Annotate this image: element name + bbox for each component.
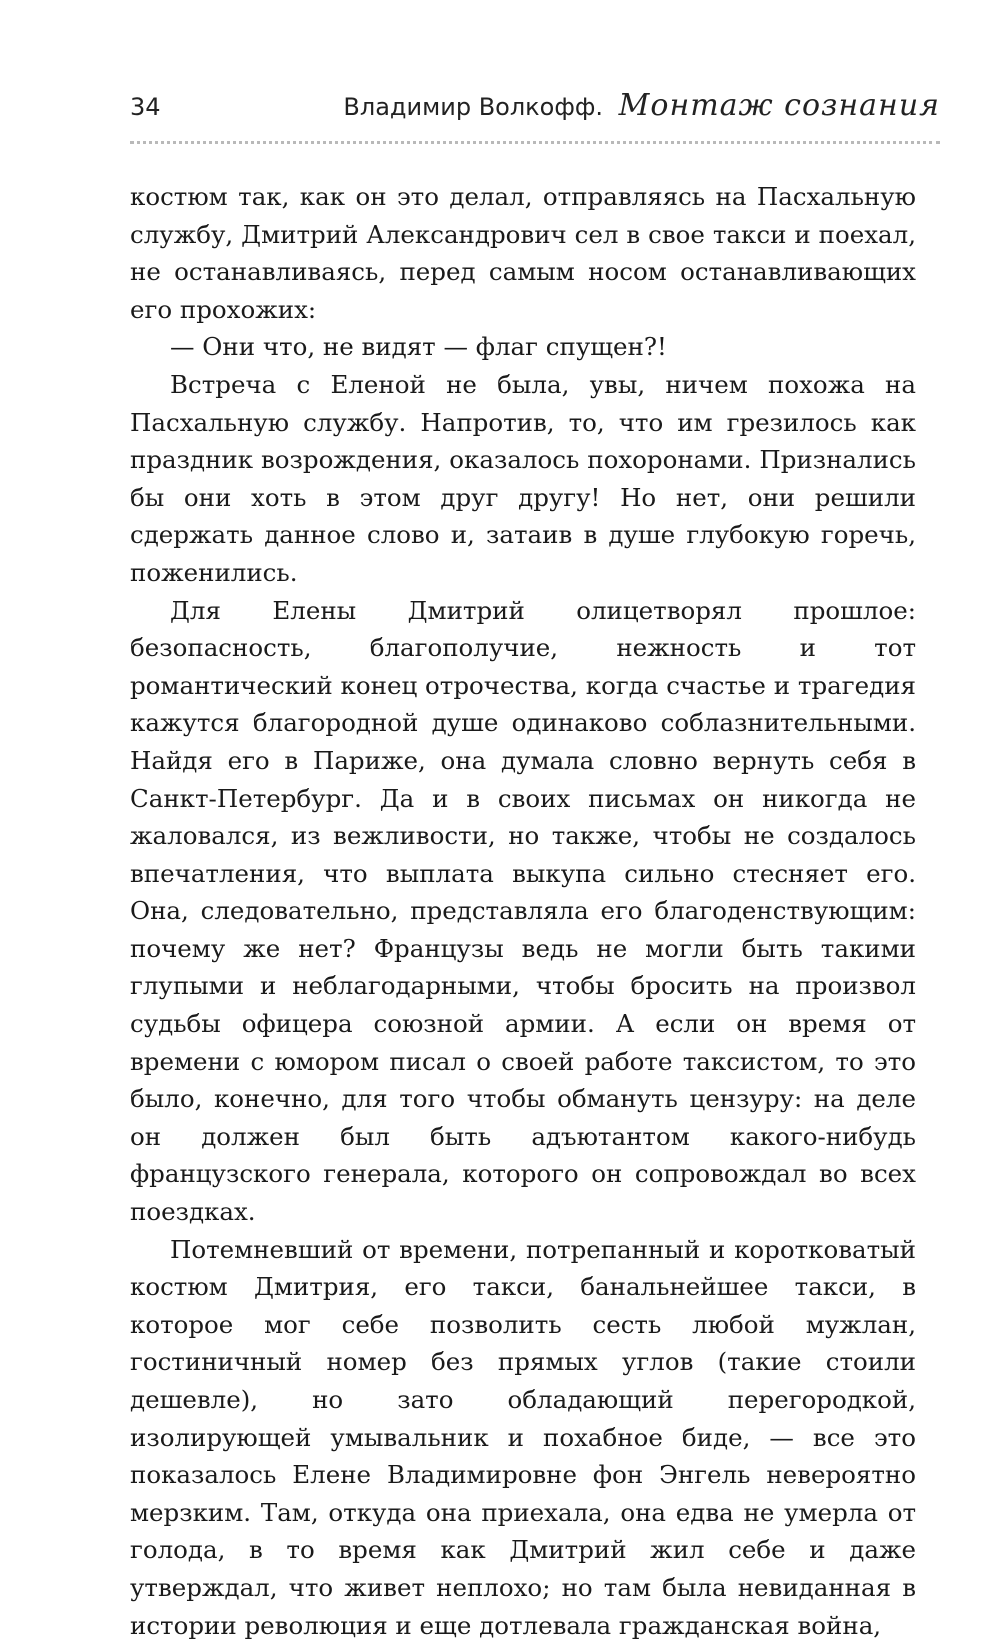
running-header [130, 88, 940, 132]
paragraph-continuation: костюм так, как он это делал, отправляясь на Пасхальную службу, Дмитрий Александрович сел в свое такси и поехал, не останавливаясь, перед самым носом останавливающих его прохожих: [130, 182, 916, 324]
page-number: 34 [130, 93, 161, 121]
paragraph: Для Елены Дмитрий олицетворял прошлое: безопасность, благополучие, нежность и тот романтический конец отрочества, когда счастье и трагедия кажутся благородной душе одинаково соблазнительными. Найдя его в Париже, она думала словно вернуть себя в Санкт-Петербург. Да и в своих письмах он никогда не жаловался, из вежливости, но также, чтобы не создалось впечатления, что выплата выкупа сильно стесняет его. Она, следовательно, представляла его благоденствующим: почему же нет? Французы ведь не могли быть такими глупыми и неблагодарными, чтобы бросить на произвол судьбы офицера союзной армии. А если он время от времени с юмором писал о своей работе таксистом, то это было, конечно, для того чтобы обмануть цензуру: на деле он должен был быть адъютантом какого-нибудь французского генерала, которого он сопровождал во всех поездках. [130, 595, 916, 1227]
header-divider [130, 141, 940, 144]
running-head [343, 88, 940, 123]
paragraph-dialogue: — Они что, не видят — флаг спущен?! [170, 332, 667, 362]
paragraph: Встреча с Еленой не была, увы, ничем похожа на Пасхальную службу. Напротив, то, что им грезилось как праздник возрождения, оказалось похоронами. Признались бы они хоть в этом друг другу! Но нет, они решили сдержать данное слово и, затаив в душе глубокую горечь, поженились. [130, 369, 916, 587]
paragraph: Потемневший от времени, потрепанный и коротковатый костюм Дмитрия, его такси, банальнейшее такси, в которое мог себе позволить сесть любой мужлан, гостиничный номер без прямых углов (такие стоили дешевле), но зато обладающий перегородкой, изолирующей умывальник и похабное биде, — все это показалось Елене Владимировне фон Энгель невероятно мерзким. Там, откуда она приехала, она едва не умерла от голода, в то время как Дмитрий жил себе и даже утверждал, что живет неплохо; но там была невиданная в истории революция и еще дотлевала гражданская война, [130, 1234, 916, 1640]
author-name: Владимир Волкофф. [343, 93, 604, 121]
page-body [130, 178, 916, 1644]
book-title: Монтаж сознания [618, 88, 940, 123]
